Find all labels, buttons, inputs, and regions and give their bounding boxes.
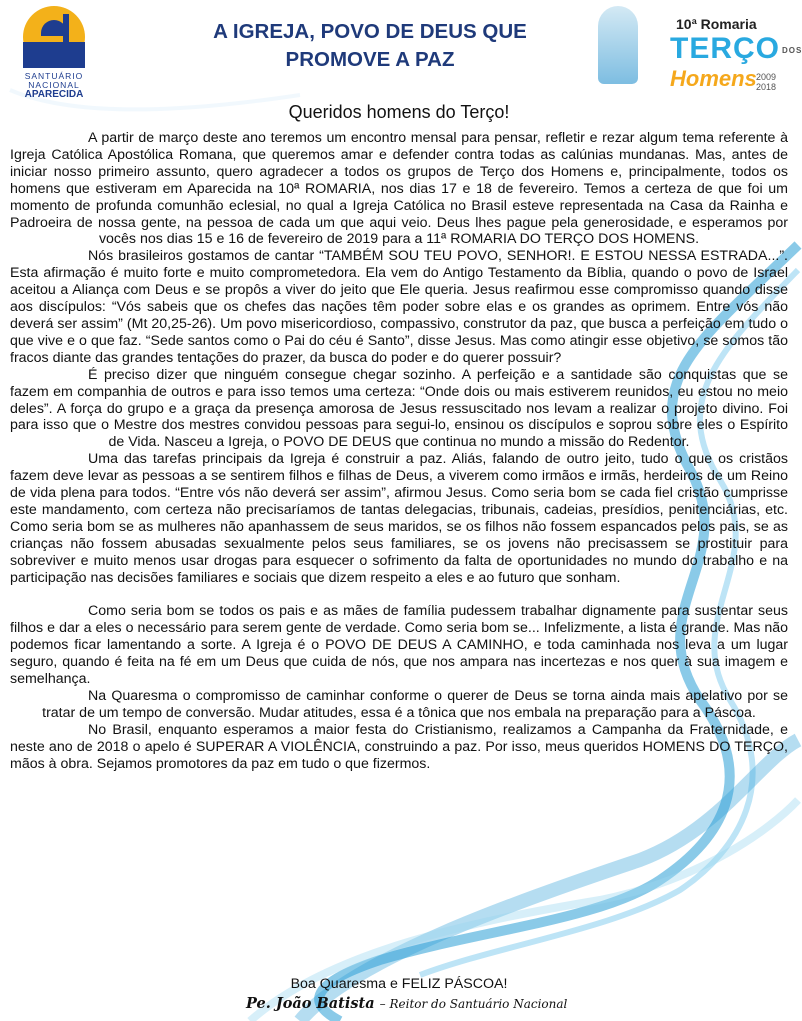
our-lady-crown-icon bbox=[598, 6, 638, 84]
title-line-1: A IGREJA, POVO DE DEUS QUE bbox=[213, 20, 527, 43]
romaria-label: 10ª Romaria bbox=[676, 16, 757, 32]
homens-label: Homens bbox=[670, 66, 757, 91]
signature bbox=[246, 995, 567, 1012]
santuario-logo bbox=[18, 6, 90, 99]
paragraph-5: Como seria bom se todos os pais e as mães de família pudessem trabalhar dignamente para sustentar seus filhos e dar a eles o necessário para serem gente de verdade. Como seria bom se... Infelizmente, a lista é grande. Mas não podemos ficar lamentando a sorte. A Igreja é o POVO DE DEUS A CAMINHO, e toda caminhada nos leva a um lugar seguro, quando é feita na fé em um Deus que cuida de nós, que nos ampara nas incertezas e nos quer à sua imagem e semelhança. bbox=[10, 603, 788, 688]
terco-label: TERÇO DOS bbox=[670, 32, 802, 65]
paragraph-7: No Brasil, enquanto esperamos a maior festa do Cristianismo, realizamos a Campanha da Fraternidade, e neste ano de 2018 o apelo é SUPERAR A VIOLÊNCIA, construindo a paz. Por isso, meus queridos HOMENS DO TERÇO, mãos à obra. Sejamos promotores da paz em tudo o que fizermos. bbox=[10, 721, 788, 772]
romaria-logo bbox=[576, 6, 802, 96]
romaria-years: 2009 2018 bbox=[756, 72, 777, 92]
closing-line: Boa Quaresma e FELIZ PÁSCOA! bbox=[290, 976, 508, 992]
greeting: Queridos homens do Terço! bbox=[288, 102, 510, 122]
paragraph-4: Uma das tarefas principais da Igreja é construir a paz. Aliás, falando de outro jeito, tudo o que os cristãos fazem deve levar as pessoas a se sentirem filhos e filhas de Deus, a viverem como irmãos e irmãs, herdeiros de um Reino de vida plena para todos. “Entre vós não deverá ser assim”, afirmou Jesus. Como seria bom se cada fiel cristão cumprisse este mandamento, com certeza não precisaríamos de tantas delegacias, tribunais, cadeias, presídios, penitenciárias, etc. Como seria bom se as mulheres não apanhassem de seus maridos, se os filhos não fossem espancados pelos pais, se as crianças não fossem abusadas sexualmente pelos seus familiares, se os jovens não precisassem se prostituir para sobreviver e muito menos usar drogas para esquecer o sofrimento da falta de oportunidades no mundo do trabalho e na participação nas decisões familiares e sociais que dizem respeito a eles e ao futuro que sonham. bbox=[10, 451, 788, 586]
letter-body bbox=[10, 130, 788, 773]
page-title bbox=[185, 18, 555, 74]
signature-role: – Reitor do Santuário Nacional bbox=[379, 997, 568, 1011]
header bbox=[0, 0, 802, 100]
signature-name: Pe. João Batista bbox=[246, 995, 375, 1012]
paragraph-6: Na Quaresma o compromisso de caminhar conforme o querer de Deus se torna ainda mais apelativo por se tratar de um tempo de conversão. Mudar atitudes, essa é a tônica que nos embala na preparação para a Páscoa. bbox=[42, 688, 788, 721]
title-line-2: PROMOVE A PAZ bbox=[285, 48, 455, 71]
paragraph-3: É preciso dizer que ninguém consegue chegar sozinho. A perfeição e a santidade são conquistas que se fazem em companhia de outros e para isso temos uma certeza: “Onde dois ou mais estiverem reunidos, eu estou no meio deles”. A força do grupo e a graça da presença amorosa de Jesus ressuscitado nos levam a realizar o projeto divino. Foi para isso que o Mestre dos mestres convidou pessoas para segui-lo, ensinou os discípulos e soprou sobre eles o Espírito de Vida. Nasceu a Igreja, o POVO DE DEUS que continua no mundo a missão do Redentor. bbox=[10, 366, 788, 451]
santuario-logo-text: SANTUÁRIO NACIONAL APARECIDA bbox=[24, 71, 84, 100]
paragraph-2: Nós brasileiros gostamos de cantar “TAMBÉM SOU TEU POVO, SENHOR!. E ESTOU NESSA ESTRADA...”. Esta afirmação é muito forte e muito comprometedora. Ela vem do Antigo Testamento da Bíblia, quando o povo de Israel aceitou a Aliança com Deus e se propôs a viver do jeito que Ele queria. Jesus reafirmou esse compromisso quando disse aos discípulos: “Vós sabeis que os chefes das nações têm poder sobre elas e os grandes as oprimem. Entre vós não deverá ser assim” (Mt 20,25-26). Um povo misericordioso, compassivo, construtor da paz, que busca a perfeição em tudo o que vive e o que faz. “Sede santos como o Pai do céu é Santo”, disse Jesus. Mas como atingir esse objetivo, se somos tão fracos diante das grandes tentações do prazer, da busca do poder e do querer possuir? bbox=[10, 248, 788, 366]
paragraph-1: A partir de março deste ano teremos um encontro mensal para pensar, refletir e rezar algum tema referente à Igreja Católica Apostólica Romana, que queremos amar e defender contra todas as calúnias mundanas. Mas, antes de iniciar nosso primeiro assunto, quero agradecer a todos os grupos de Terço dos Homens e, principalmente, todos os homens que estiveram em Aparecida na 10ª ROMARIA, nos dias 17 e 18 de fevereiro. Temos a certeza de que foi um momento de profunda comunhão eclesial, no qual a Igreja Católica no Brasil esteve representada na Casa da Rainha e Padroeira de nossa gente, na pessoa de cada um que aqui veio. Deus lhes pague pela generosidade, e esperamos por vocês nos dias 15 e 16 de fevereiro de 2019 para a 11ª ROMARIA DO TERÇO DOS HOMENS. bbox=[10, 130, 788, 248]
basilica-emblem-icon bbox=[23, 6, 85, 68]
